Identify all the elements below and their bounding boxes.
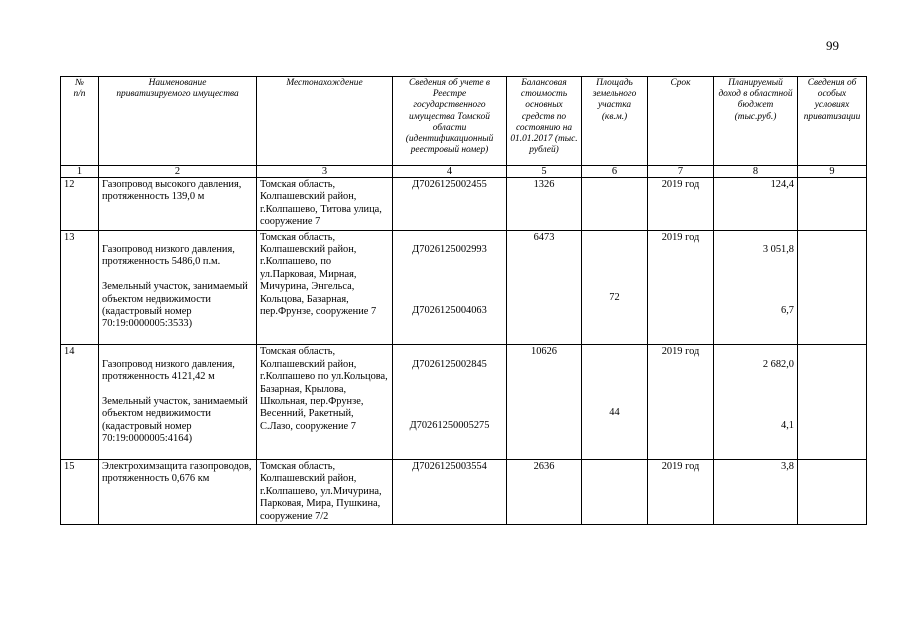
special-conditions — [798, 459, 867, 524]
table-row — [61, 178, 867, 231]
column-number: 3 — [257, 166, 393, 178]
property-name-cell — [99, 230, 257, 345]
table-header-row — [61, 77, 867, 166]
table-row — [61, 345, 867, 460]
term: 2019 год — [648, 230, 714, 345]
header-cell-area: Площадь земельного участка (кв.м.) — [582, 77, 648, 166]
property-name-cell — [99, 345, 257, 460]
land-planned-income: 6,7 — [781, 305, 794, 317]
property-location: Томская область, Колпашевский район, г.Колпашево, Титова улица, сооружение 7 — [257, 178, 393, 231]
header-cell-registry: Сведения об учете в Реестре государственного имущества Томской области (идентификационный реестровый номер) — [393, 77, 507, 166]
registry-number: Д7026125002993 — [412, 244, 487, 256]
term: 2019 год — [648, 459, 714, 524]
header-cell-term: Срок — [648, 77, 714, 166]
land-plot-name: Земельный участок, занимаемый объектом недвижимости (кадастровый номер 70:19:0000005:4164) — [102, 395, 248, 445]
property-location: Томская область, Колпашевский район, г.Колпашево по ул.Кольцова, Базарная, Крылова, Школьная, пер.Фрунзе, Весенний, Ракетный, С.Лазо, сооружение 7 — [257, 345, 393, 460]
column-number: 6 — [582, 166, 648, 178]
header-cell-income: Планируемый доход в областной бюджет (тыс.руб.) — [714, 77, 798, 166]
land-registry-number: Д70261250005275 — [409, 419, 490, 431]
land-registry-number: Д7026125004063 — [412, 305, 487, 317]
registry-cell — [393, 345, 507, 460]
header-cell-conditions: Сведения об особых условиях приватизации — [798, 77, 867, 166]
privatization-table — [60, 76, 867, 525]
column-number-row — [61, 166, 867, 178]
property-name: Газопровод высокого давления, протяженность 139,0 м — [99, 178, 257, 231]
registry-cell — [393, 230, 507, 345]
land-area — [582, 178, 648, 231]
income-cell — [714, 230, 798, 345]
planned-income: 2 682,0 — [762, 358, 794, 370]
registry-number: Д7026125002455 — [393, 178, 507, 231]
land-area: 44 — [609, 407, 620, 419]
table-row — [61, 230, 867, 345]
header-cell-balance: Балансовая стоимость основных средств по состоянию на 01.01.2017 (тыс. рублей) — [507, 77, 582, 166]
row-number: 12 — [61, 178, 99, 231]
planned-income: 124,4 — [714, 178, 798, 231]
header-cell-name: Наименование приватизируемого имущества — [99, 77, 257, 166]
income-cell — [714, 345, 798, 460]
column-number: 9 — [798, 166, 867, 178]
balance-value: 1326 — [507, 178, 582, 231]
planned-income: 3 051,8 — [762, 244, 794, 256]
planned-income: 3,8 — [714, 459, 798, 524]
property-name: Электрохимзащита газопроводов, протяженность 0,676 км — [99, 459, 257, 524]
registry-number: Д7026125002845 — [412, 358, 487, 370]
column-number: 4 — [393, 166, 507, 178]
land-planned-income: 4,1 — [781, 419, 794, 431]
row-number: 14 — [61, 345, 99, 460]
registry-number: Д7026125003554 — [393, 459, 507, 524]
special-conditions — [798, 178, 867, 231]
balance-value: 6473 — [507, 230, 582, 345]
column-number: 5 — [507, 166, 582, 178]
property-location: Томская область, Колпашевский район, г.Колпашево, по ул.Парковая, Мирная, Мичурина, Энгельса, Кольцова, Базарная, пер.Фрунзе, сооружение 7 — [257, 230, 393, 345]
row-number: 15 — [61, 459, 99, 524]
property-name: Газопровод низкого давления, протяженность 4121,42 м — [102, 358, 235, 383]
column-number: 1 — [61, 166, 99, 178]
balance-value: 2636 — [507, 459, 582, 524]
property-location: Томская область, Колпашевский район, г.Колпашево, ул.Мичурина, Парковая, Мира, Пушкина, сооружение 7/2 — [257, 459, 393, 524]
row-number: 13 — [61, 230, 99, 345]
term: 2019 год — [648, 345, 714, 460]
term: 2019 год — [648, 178, 714, 231]
land-area: 72 — [609, 292, 620, 304]
column-number: 2 — [99, 166, 257, 178]
header-cell-location: Местонахождение — [257, 77, 393, 166]
header-cell-number: № п/п — [61, 77, 99, 166]
balance-value: 10626 — [507, 345, 582, 460]
page-number: 99 — [826, 38, 839, 53]
special-conditions — [798, 345, 867, 460]
table-row — [61, 459, 867, 524]
column-number: 8 — [714, 166, 798, 178]
land-plot-name: Земельный участок, занимаемый объектом недвижимости (кадастровый номер 70:19:0000005:3533) — [102, 281, 248, 330]
property-name: Газопровод низкого давления, протяженность 5486,0 п.м. — [102, 244, 235, 268]
land-area — [582, 459, 648, 524]
area-cell — [582, 345, 648, 460]
special-conditions — [798, 230, 867, 345]
area-cell — [582, 230, 648, 345]
column-number: 7 — [648, 166, 714, 178]
